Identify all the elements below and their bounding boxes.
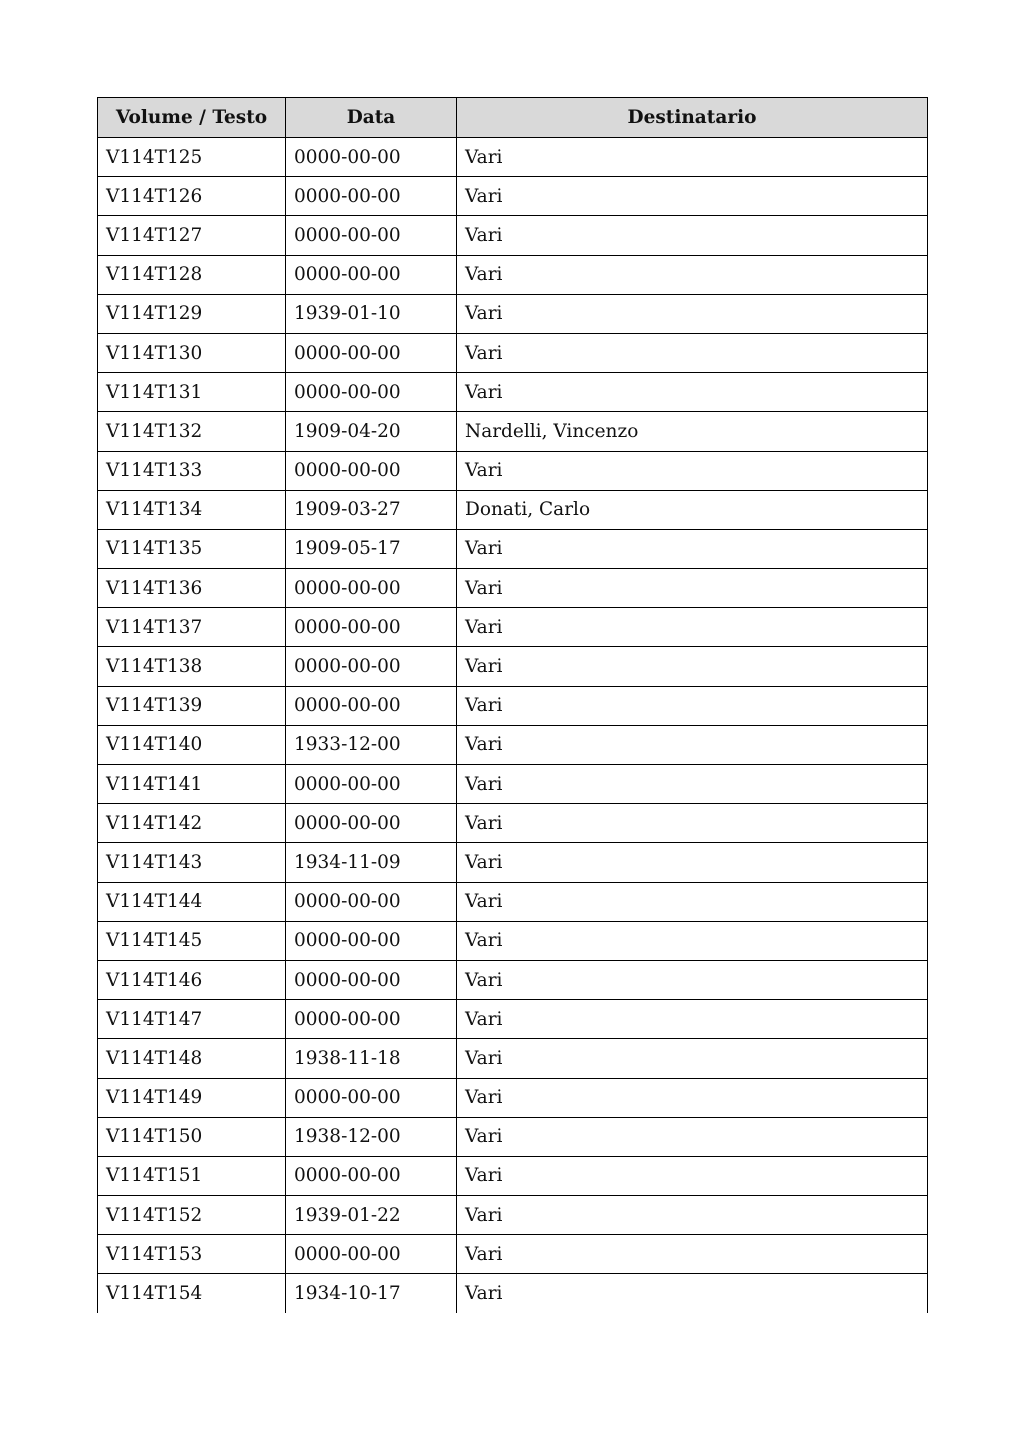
cell-destinatario: Vari: [457, 1078, 928, 1117]
table-row: [98, 373, 928, 412]
table-row: [98, 529, 928, 568]
cell-volume-testo: V114T151: [98, 1156, 286, 1195]
table-row: [98, 490, 928, 529]
cell-data: 0000-00-00: [286, 216, 457, 255]
table-header: [98, 98, 928, 138]
cell-destinatario: Vari: [457, 333, 928, 372]
table-row: [98, 1000, 928, 1039]
table-row: [98, 1274, 928, 1313]
table-body: [98, 138, 928, 1314]
cell-destinatario: Nardelli, Vincenzo: [457, 412, 928, 451]
cell-data: 0000-00-00: [286, 608, 457, 647]
cell-destinatario: Vari: [457, 1000, 928, 1039]
table-row: [98, 765, 928, 804]
cell-data: 0000-00-00: [286, 647, 457, 686]
table-row: [98, 255, 928, 294]
cell-destinatario: Vari: [457, 882, 928, 921]
cell-data: 0000-00-00: [286, 686, 457, 725]
cell-destinatario: Vari: [457, 216, 928, 255]
cell-data: 0000-00-00: [286, 960, 457, 999]
cell-data: 1939-01-22: [286, 1196, 457, 1235]
cell-volume-testo: V114T134: [98, 490, 286, 529]
cell-data: 1938-12-00: [286, 1117, 457, 1156]
cell-destinatario: Vari: [457, 373, 928, 412]
cell-volume-testo: V114T129: [98, 294, 286, 333]
cell-destinatario: Vari: [457, 294, 928, 333]
cell-data: 0000-00-00: [286, 333, 457, 372]
cell-volume-testo: V114T147: [98, 1000, 286, 1039]
cell-volume-testo: V114T145: [98, 921, 286, 960]
table-row: [98, 882, 928, 921]
cell-volume-testo: V114T140: [98, 725, 286, 764]
cell-volume-testo: V114T137: [98, 608, 286, 647]
cell-volume-testo: V114T148: [98, 1039, 286, 1078]
cell-destinatario: Donati, Carlo: [457, 490, 928, 529]
cell-data: 0000-00-00: [286, 451, 457, 490]
cell-volume-testo: V114T135: [98, 529, 286, 568]
cell-data: 0000-00-00: [286, 921, 457, 960]
table-row: [98, 1117, 928, 1156]
cell-data: 0000-00-00: [286, 882, 457, 921]
cell-data: 0000-00-00: [286, 804, 457, 843]
cell-volume-testo: V114T139: [98, 686, 286, 725]
cell-destinatario: Vari: [457, 255, 928, 294]
cell-data: 0000-00-00: [286, 765, 457, 804]
cell-destinatario: Vari: [457, 1117, 928, 1156]
cell-destinatario: Vari: [457, 1196, 928, 1235]
cell-destinatario: Vari: [457, 569, 928, 608]
cell-data: 0000-00-00: [286, 1078, 457, 1117]
table-row: [98, 451, 928, 490]
table-row: [98, 1156, 928, 1195]
cell-volume-testo: V114T154: [98, 1274, 286, 1313]
cell-data: 0000-00-00: [286, 1000, 457, 1039]
cell-volume-testo: V114T126: [98, 177, 286, 216]
cell-volume-testo: V114T133: [98, 451, 286, 490]
cell-destinatario: Vari: [457, 451, 928, 490]
cell-volume-testo: V114T127: [98, 216, 286, 255]
cell-data: 0000-00-00: [286, 255, 457, 294]
table-row: [98, 647, 928, 686]
cell-destinatario: Vari: [457, 647, 928, 686]
cell-data: 1938-11-18: [286, 1039, 457, 1078]
cell-destinatario: Vari: [457, 921, 928, 960]
cell-data: 1934-11-09: [286, 843, 457, 882]
cell-destinatario: Vari: [457, 804, 928, 843]
table-row: [98, 921, 928, 960]
column-header-volume-testo: Volume / Testo: [98, 98, 286, 138]
cell-volume-testo: V114T152: [98, 1196, 286, 1235]
cell-volume-testo: V114T146: [98, 960, 286, 999]
cell-data: 0000-00-00: [286, 177, 457, 216]
cell-destinatario: Vari: [457, 1235, 928, 1274]
cell-volume-testo: V114T138: [98, 647, 286, 686]
table-row: [98, 294, 928, 333]
table-row: [98, 1235, 928, 1274]
table-row: [98, 804, 928, 843]
cell-data: 1909-04-20: [286, 412, 457, 451]
cell-data: 1933-12-00: [286, 725, 457, 764]
table-row: [98, 412, 928, 451]
cell-volume-testo: V114T130: [98, 333, 286, 372]
cell-volume-testo: V114T153: [98, 1235, 286, 1274]
cell-volume-testo: V114T144: [98, 882, 286, 921]
table-row: [98, 177, 928, 216]
column-header-data: Data: [286, 98, 457, 138]
cell-destinatario: Vari: [457, 960, 928, 999]
cell-volume-testo: V114T136: [98, 569, 286, 608]
table-row: [98, 1078, 928, 1117]
cell-volume-testo: V114T143: [98, 843, 286, 882]
cell-data: 1909-03-27: [286, 490, 457, 529]
table-row: [98, 1039, 928, 1078]
table-row: [98, 725, 928, 764]
cell-destinatario: Vari: [457, 765, 928, 804]
table-row: [98, 569, 928, 608]
register-table: [97, 97, 928, 1313]
cell-data: 1934-10-17: [286, 1274, 457, 1313]
table-row: [98, 686, 928, 725]
table-row: [98, 138, 928, 177]
cell-volume-testo: V114T141: [98, 765, 286, 804]
table-row: [98, 608, 928, 647]
cell-destinatario: Vari: [457, 1039, 928, 1078]
cell-data: 1939-01-10: [286, 294, 457, 333]
cell-volume-testo: V114T132: [98, 412, 286, 451]
cell-data: 0000-00-00: [286, 569, 457, 608]
cell-destinatario: Vari: [457, 725, 928, 764]
cell-destinatario: Vari: [457, 1274, 928, 1313]
cell-volume-testo: V114T142: [98, 804, 286, 843]
header-row: [98, 98, 928, 138]
cell-volume-testo: V114T131: [98, 373, 286, 412]
table-row: [98, 843, 928, 882]
cell-destinatario: Vari: [457, 686, 928, 725]
cell-volume-testo: V114T125: [98, 138, 286, 177]
cell-data: 0000-00-00: [286, 1156, 457, 1195]
cell-volume-testo: V114T128: [98, 255, 286, 294]
cell-volume-testo: V114T150: [98, 1117, 286, 1156]
cell-destinatario: Vari: [457, 138, 928, 177]
column-header-destinatario: Destinatario: [457, 98, 928, 138]
cell-destinatario: Vari: [457, 177, 928, 216]
cell-destinatario: Vari: [457, 843, 928, 882]
cell-data: 0000-00-00: [286, 138, 457, 177]
cell-volume-testo: V114T149: [98, 1078, 286, 1117]
cell-destinatario: Vari: [457, 1156, 928, 1195]
table-row: [98, 333, 928, 372]
cell-destinatario: Vari: [457, 608, 928, 647]
cell-data: 0000-00-00: [286, 373, 457, 412]
table-row: [98, 216, 928, 255]
cell-data: 1909-05-17: [286, 529, 457, 568]
table-row: [98, 960, 928, 999]
cell-destinatario: Vari: [457, 529, 928, 568]
cell-data: 0000-00-00: [286, 1235, 457, 1274]
table-row: [98, 1196, 928, 1235]
